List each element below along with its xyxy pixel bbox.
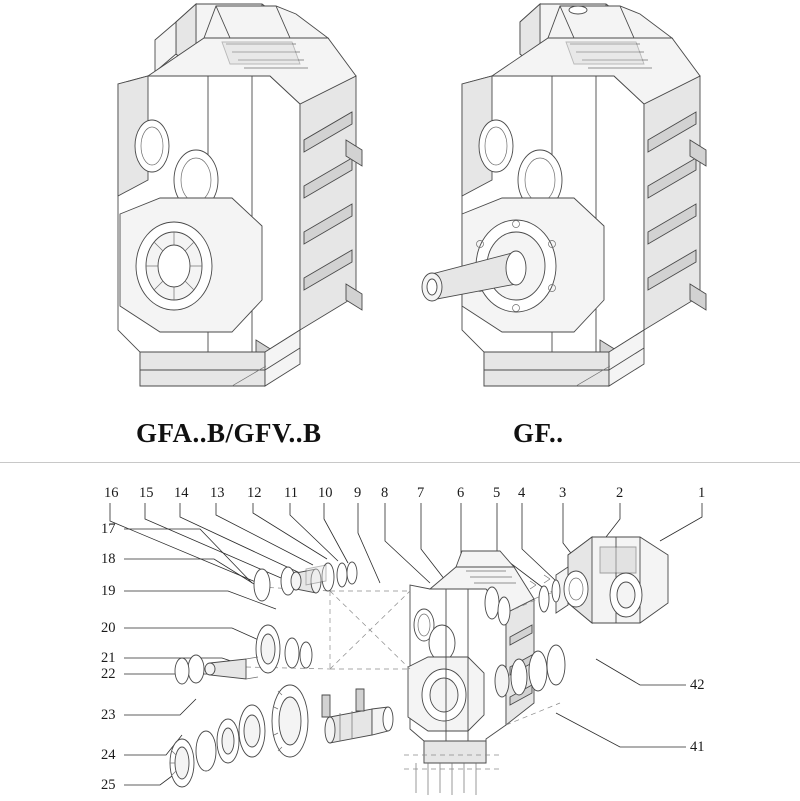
callout-4: 4 xyxy=(518,485,526,501)
callout-9: 9 xyxy=(354,485,362,501)
callout-18: 18 xyxy=(101,551,116,567)
callout-13: 13 xyxy=(210,485,225,501)
callout-7: 7 xyxy=(417,485,425,501)
gear-assembly-bottom xyxy=(170,685,308,787)
callout-3: 3 xyxy=(559,485,567,501)
callout-2: 2 xyxy=(616,485,624,501)
callout-16: 16 xyxy=(104,485,119,501)
caption-gf: GF.. xyxy=(513,418,564,448)
gear-shaft-assembly-mid xyxy=(175,625,312,684)
exploded-view-section xyxy=(0,462,800,801)
callout-17: 17 xyxy=(101,521,116,537)
callout-19: 19 xyxy=(101,583,116,599)
callout-10: 10 xyxy=(318,485,333,501)
callout-23: 23 xyxy=(101,707,116,723)
input-shaft-assembly xyxy=(254,562,357,601)
callout-12: 12 xyxy=(247,485,262,501)
callout-41: 41 xyxy=(690,739,705,755)
caption-gfa-b-gfv-b: GFA..B/GFV..B xyxy=(136,418,322,448)
callout-24: 24 xyxy=(101,747,116,763)
exploded-diagram-svg xyxy=(0,463,800,801)
gearbox-view-left xyxy=(118,4,362,386)
motor-adapter xyxy=(556,537,668,623)
housing-body xyxy=(408,551,534,763)
callout-42: 42 xyxy=(690,677,705,693)
pinion-shaft xyxy=(322,689,393,743)
callout-20: 20 xyxy=(101,620,116,636)
callout-25: 25 xyxy=(101,777,116,793)
callout-14: 14 xyxy=(174,485,189,501)
callout-5: 5 xyxy=(493,485,501,501)
callout-21: 21 xyxy=(101,650,116,666)
callout-1: 1 xyxy=(698,485,706,501)
callout-6: 6 xyxy=(457,485,465,501)
small-parts-right xyxy=(485,575,565,697)
callout-11: 11 xyxy=(284,485,298,501)
bottom-fasteners xyxy=(404,755,500,795)
callout-8: 8 xyxy=(381,485,389,501)
callout-22: 22 xyxy=(101,666,116,682)
gearbox-view-right xyxy=(422,4,706,386)
callout-15: 15 xyxy=(139,485,154,501)
